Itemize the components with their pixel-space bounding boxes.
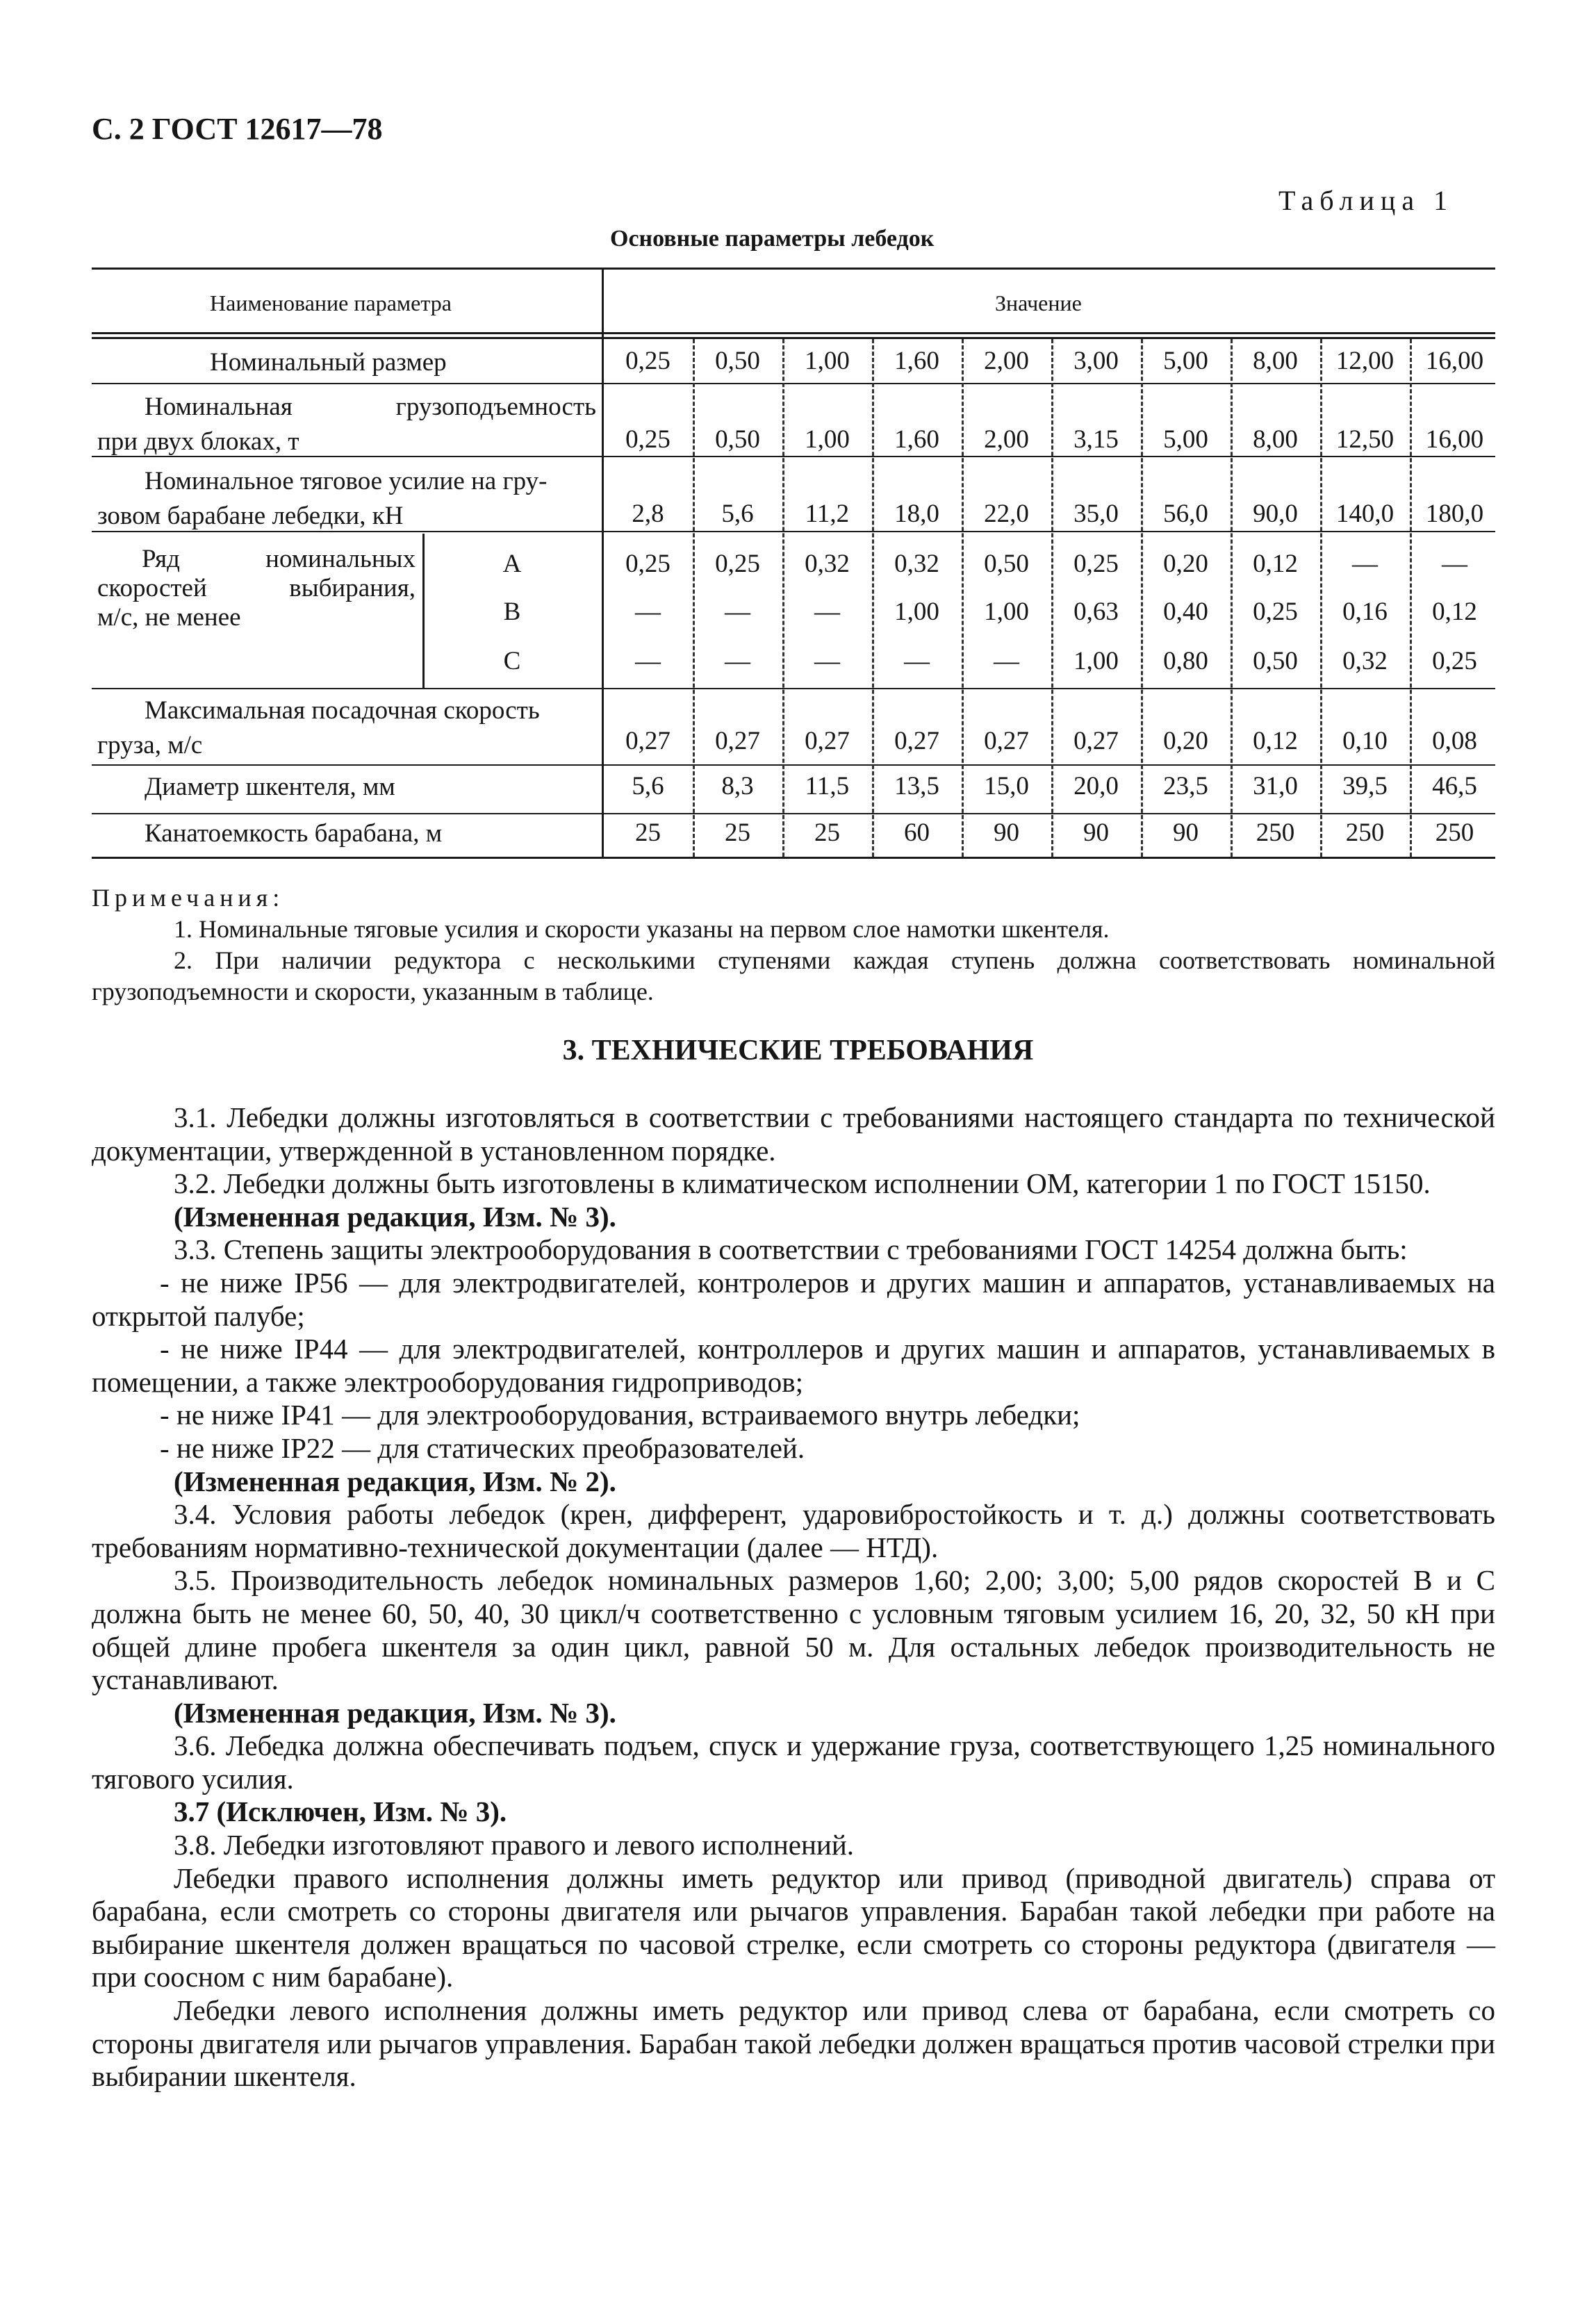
speed-row-key: B: [503, 598, 521, 626]
table-cell: 5,6: [632, 772, 664, 800]
paragraph-3-6: 3.6. Лебедка должна обеспечивать подъем, спуск и удержание груза, соответствующего 1,25 номинального тягового усилия.: [92, 1729, 1495, 1795]
table-cell: 0,25: [1073, 550, 1119, 578]
table-cell: 0,50: [1253, 647, 1298, 675]
table-cell: 0,32: [1342, 647, 1388, 675]
table-cell: —: [1442, 550, 1467, 578]
table-cell: 0,25: [625, 550, 671, 578]
table-cell: 39,5: [1342, 772, 1388, 800]
table-column-rule: [693, 339, 695, 857]
table-cell: 0,27: [894, 727, 939, 755]
row-label-line: Номинальное тяговое усилие на гру-: [145, 467, 548, 495]
paragraph-3-7: 3.7 (Исключен, Изм. № 3).: [174, 1795, 507, 1828]
table-header-rule: [92, 337, 1495, 339]
table-cell: 25: [814, 819, 840, 847]
note-item: 1. Номинальные тяговые усилия и скорости указаны на первом слое намотки шкентеля.: [174, 915, 1110, 943]
paragraph-3-3: 3.3. Степень защиты электрооборудования в соответствии с требованиями ГОСТ 14254 должна быть:: [174, 1233, 1408, 1266]
table-cell: 0,12: [1432, 598, 1477, 626]
table-cell: 8,00: [1253, 425, 1298, 454]
table-cell: 250: [1256, 819, 1295, 847]
table-column-rule: [782, 339, 784, 857]
table-cell: 8,3: [721, 772, 754, 800]
paragraph-3-5: 3.5. Производительность лебедок номинальных размеров 1,60; 2,00; 3,00; 5,00 рядов скоростей В и С должна быть не менее 60, 50, 40, 30 цикл/ч соответственно с условным тяговым усилием 16, 20, 32, 50 кН при общей длине пробега шкентеля за один цикл, равной 50 м. Для остальных лебедок производительность не устанавливают.: [92, 1564, 1495, 1696]
table-cell: 0,25: [1253, 598, 1298, 626]
table-cell: 13,5: [894, 772, 939, 800]
table-cell: 18,0: [894, 500, 939, 528]
table-cell: 11,5: [805, 772, 850, 800]
table-cell: 1,00: [894, 598, 939, 626]
table-cell: 2,8: [632, 500, 664, 528]
row-label-line: при двух блоках, т: [97, 427, 299, 456]
table-cell: —: [635, 598, 661, 626]
row-label-line: скоростей выбирания,: [97, 574, 416, 602]
table-cell: 12,00: [1335, 347, 1395, 375]
table-header-value: Значение: [995, 290, 1082, 315]
paragraph-3-1: 3.1. Лебедки должны изготовляться в соответствии с требованиями настоящего стандарта по технической документации, утвержденной в установленном порядке.: [92, 1101, 1495, 1167]
table-column-rule: [602, 268, 604, 857]
row-label-line: груза, м/с: [97, 731, 203, 759]
table-row-rule: [92, 764, 1495, 766]
table-top-rule: [92, 268, 1495, 270]
table-cell: 0,80: [1163, 647, 1208, 675]
table-subcolumn-rule: [422, 534, 425, 688]
amendment-note: (Измененная редакция, Изм. № 2).: [174, 1465, 616, 1497]
table-cell: 1,00: [984, 598, 1029, 626]
row-label-line: Максимальная посадочная скорость: [145, 696, 540, 725]
table-cell: 11,2: [805, 500, 850, 528]
table-cell: —: [814, 598, 840, 626]
table-cell: —: [994, 647, 1019, 675]
table-cell: 25: [635, 819, 661, 847]
table-cell: 0,50: [984, 550, 1029, 578]
table-cell: —: [725, 647, 750, 675]
table-column-rule: [872, 339, 874, 857]
section-body: [92, 1101, 1495, 2094]
table-cell: 5,00: [1163, 425, 1208, 454]
table-cell: —: [814, 647, 840, 675]
row-label: [97, 464, 596, 534]
table-cell: 0,27: [715, 727, 760, 755]
table-cell: 1,60: [894, 347, 939, 375]
paragraph-right-version: Лебедки правого исполнения должны иметь редуктор или привод (приводной двигатель) справа от барабана, если смотреть со стороны двигателя или рычагов управления. Барабан такой лебедки при работе на выбирание шкентеля должен вращаться по часовой стрелке, если смотреть со стороны редуктора (двигателя — при соосном с ним барабане).: [92, 1861, 1495, 1993]
table-cell: 31,0: [1253, 772, 1298, 800]
table-cell: 8,00: [1253, 347, 1298, 375]
table-cell: 90: [1083, 819, 1109, 847]
table-cell: 12,50: [1335, 425, 1395, 454]
table-cell: 46,5: [1432, 772, 1477, 800]
table-cell: 0,27: [625, 727, 671, 755]
table-cell: 180,0: [1425, 500, 1484, 528]
paragraph-3-8: 3.8. Лебедки изготовляют правого и левого исполнений.: [174, 1829, 855, 1861]
row-label-line: Ряд номинальных: [142, 545, 416, 573]
row-label: [97, 345, 596, 380]
table-cell: 0,12: [1253, 550, 1298, 578]
table-cell: 0,63: [1073, 598, 1119, 626]
table-cell: 1,00: [805, 425, 850, 454]
speed-row-key: A: [502, 550, 522, 578]
table-cell: 60: [904, 819, 930, 847]
table-header-rule: [92, 332, 1495, 334]
row-label-line: зовом барабане лебедки, кН: [97, 502, 404, 530]
table-cell: 1,00: [805, 347, 850, 375]
table-cell: 1,00: [1073, 647, 1119, 675]
table-cell: 90,0: [1253, 500, 1298, 528]
list-item-ip22: - не ниже IP22 — для статических преобразователей.: [160, 1431, 805, 1464]
table-header-param: Наименование параметра: [210, 290, 452, 315]
amendment-note: (Измененная редакция, Изм. № 3).: [174, 1200, 616, 1233]
notes-title: Примечания:: [92, 884, 285, 912]
table-cell: 0,20: [1163, 550, 1208, 578]
speed-group-label: [97, 545, 416, 632]
table-cell: 22,0: [984, 500, 1029, 528]
row-label-line: Канатоемкость барабана, м: [145, 819, 443, 848]
row-label-line: Номинальная грузоподъемность: [145, 393, 596, 421]
table-cell: 1,60: [894, 425, 939, 454]
paragraph-3-2: 3.2. Лебедки должны быть изготовлены в климатическом исполнении ОМ, категории 1 по ГОСТ 15150.: [174, 1167, 1431, 1200]
table-cell: 0,25: [1432, 647, 1477, 675]
table-cell: 3,15: [1073, 425, 1119, 454]
table-column-rule: [1410, 339, 1412, 857]
table-bottom-rule: [92, 857, 1495, 859]
table-cell: 25: [725, 819, 750, 847]
speed-row-key: C: [503, 647, 521, 675]
table-cell: 90: [1173, 819, 1199, 847]
paragraph-3-4: 3.4. Условия работы лебедок (крен, дифферент, ударовибростойкость и т. д.) должны соответствовать требованиям нормативно-технической документации (далее — НТД).: [92, 1498, 1495, 1563]
list-item-ip41: - не ниже IP41 — для электрооборудования, встраиваемого внутрь лебедки;: [160, 1399, 1080, 1431]
table-row-rule: [92, 688, 1495, 689]
table-cell: 56,0: [1163, 500, 1208, 528]
row-label-line: Диаметр шкентеля, мм: [145, 773, 395, 801]
table-cell: 0,25: [715, 550, 760, 578]
table-cell: 250: [1345, 819, 1385, 847]
row-label-line: м/с, не менее: [97, 603, 241, 632]
row-label: [97, 770, 596, 805]
table-cell: 140,0: [1335, 500, 1395, 528]
row-label: [97, 693, 596, 763]
table-cell: 2,00: [984, 425, 1029, 454]
table-row-rule: [92, 383, 1495, 384]
table-cell: 0,50: [715, 347, 760, 375]
table-cell: 0,32: [894, 550, 939, 578]
table-cell: 16,00: [1425, 425, 1484, 454]
table-cell: —: [635, 647, 661, 675]
table-notes: [92, 882, 1495, 1008]
table-cell: 23,5: [1163, 772, 1208, 800]
table-cell: 0,10: [1342, 727, 1388, 755]
row-label: [97, 390, 596, 459]
table-cell: 3,00: [1073, 347, 1119, 375]
page-header: С. 2 ГОСТ 12617—78: [92, 112, 383, 146]
table-row-rule: [92, 813, 1495, 814]
table-cell: 0,20: [1163, 727, 1208, 755]
table-cell: 0,08: [1432, 727, 1477, 755]
table-column-rule: [962, 339, 964, 857]
table-column-rule: [1051, 339, 1053, 857]
table-cell: 15,0: [984, 772, 1029, 800]
table-cell: 0,27: [984, 727, 1029, 755]
table-cell: 0,40: [1163, 598, 1208, 626]
table-cell: —: [1352, 550, 1378, 578]
table-cell: 5,00: [1163, 347, 1208, 375]
table-cell: 0,12: [1253, 727, 1298, 755]
table-cell: 90: [994, 819, 1019, 847]
table-cell: 16,00: [1425, 347, 1484, 375]
list-item-ip44: - не ниже IP44 — для электродвигателей, контроллеров и других машин и аппаратов, устанавливаемых в помещении, а также электрооборудования гидроприводов;: [92, 1333, 1495, 1398]
parameters-table: [0, 0, 1596, 875]
table-cell: —: [725, 598, 750, 626]
note-item: 2. При наличии редуктора с несколькими ступенями каждая ступень должна соответствовать номинальной грузоподъемности и скорости, указанным в таблице.: [92, 946, 1495, 1005]
section-title: 3. ТЕХНИЧЕСКИЕ ТРЕБОВАНИЯ: [562, 1035, 1034, 1067]
table-cell: 0,27: [805, 727, 850, 755]
table-column-rule: [1320, 339, 1322, 857]
table-cell: 0,27: [1073, 727, 1119, 755]
amendment-note: (Измененная редакция, Изм. № 3).: [174, 1696, 616, 1729]
row-label-line: Номинальный размер: [210, 348, 447, 377]
table-cell: 250: [1435, 819, 1474, 847]
table-cell: 20,0: [1073, 772, 1119, 800]
table-cell: 0,25: [625, 425, 671, 454]
table-column-rule: [1141, 339, 1143, 857]
row-label: [97, 816, 596, 851]
table-cell: 0,16: [1342, 598, 1388, 626]
table-cell: 0,50: [715, 425, 760, 454]
table-title: Основные параметры лебедок: [610, 226, 935, 252]
table-cell: 5,6: [721, 500, 754, 528]
table-cell: —: [904, 647, 930, 675]
table-cell: 35,0: [1073, 500, 1119, 528]
table-number: Таблица 1: [1278, 185, 1454, 216]
table-cell: 2,00: [984, 347, 1029, 375]
table-column-rule: [1231, 339, 1233, 857]
paragraph-left-version: Лебедки левого исполнения должны иметь редуктор или привод слева от барабана, если смотреть со стороны двигателя или рычагов управления. Барабан такой лебедки должен вращаться против часовой стрелки при выбирании шкентеля.: [92, 1994, 1495, 2093]
table-cell: 0,32: [805, 550, 850, 578]
table-cell: 0,25: [625, 347, 671, 375]
list-item-ip56: - не ниже IP56 — для электродвигателей, контролеров и других машин и аппаратов, устанавливаемых на открытой палубе;: [92, 1266, 1495, 1332]
